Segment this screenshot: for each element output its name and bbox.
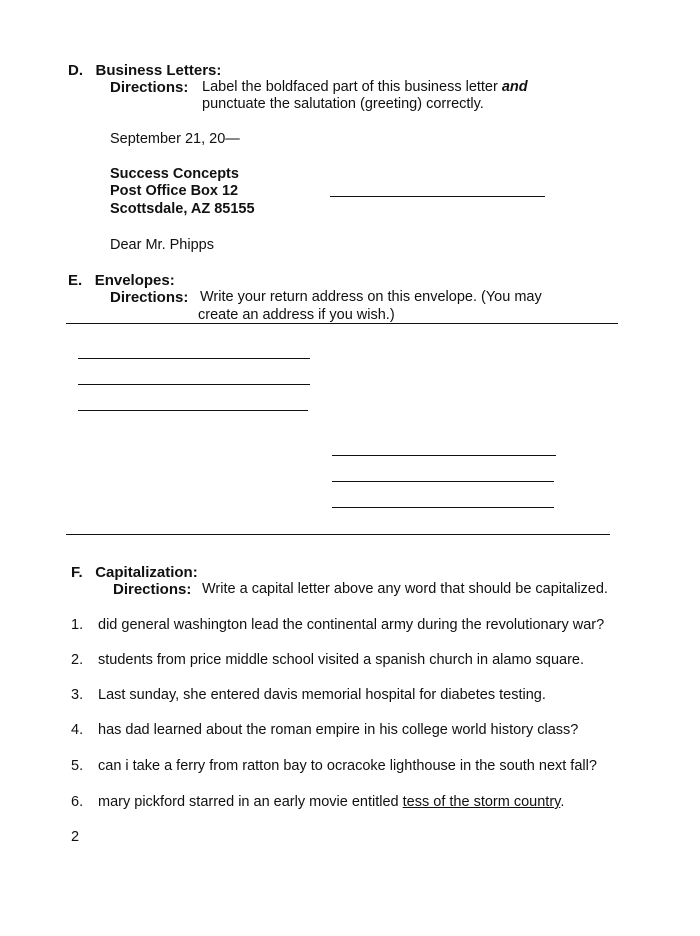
section-e-directions-label: Directions:: [110, 289, 189, 306]
section-f-directions: Write a capital letter above any word that should be capitalized.: [202, 581, 608, 597]
section-f-heading: F. Capitalization:: [71, 564, 198, 581]
return-address-line-3[interactable]: [78, 410, 308, 411]
mailing-address-line-3[interactable]: [332, 507, 554, 508]
envelope-bottom-edge: [66, 534, 610, 535]
section-f-directions-label: Directions:: [113, 581, 192, 598]
letter-address-line3: Scottsdale, AZ 85155: [110, 201, 255, 217]
page-number: 2: [71, 829, 80, 845]
section-e-directions-line1: Write your return address on this envelope. (You may: [200, 289, 542, 305]
label-answer-line[interactable]: [330, 196, 545, 197]
section-d-directions-line1: Label the boldfaced part of this business letter and: [202, 79, 528, 95]
envelope-top-edge: [66, 323, 618, 324]
movie-title: tess of the storm country: [402, 794, 561, 810]
mailing-address-line-1[interactable]: [332, 455, 556, 456]
section-d-heading: D. Business Letters:: [68, 62, 222, 79]
mailing-address-line-2[interactable]: [332, 481, 554, 482]
section-d-directions-line2: punctuate the salutation (greeting) correctly.: [202, 96, 484, 112]
letter-address-line1: Success Concepts: [110, 166, 239, 182]
return-address-line-1[interactable]: [78, 358, 310, 359]
section-e-heading: E. Envelopes:: [68, 272, 175, 289]
return-address-line-2[interactable]: [78, 384, 310, 385]
letter-salutation: Dear Mr. Phipps: [110, 237, 214, 253]
letter-date: September 21, 20—: [110, 131, 240, 147]
letter-address-line2: Post Office Box 12: [110, 183, 239, 199]
section-d-directions-label: Directions:: [110, 79, 189, 96]
section-e-directions-line2: create an address if you wish.): [198, 307, 395, 323]
